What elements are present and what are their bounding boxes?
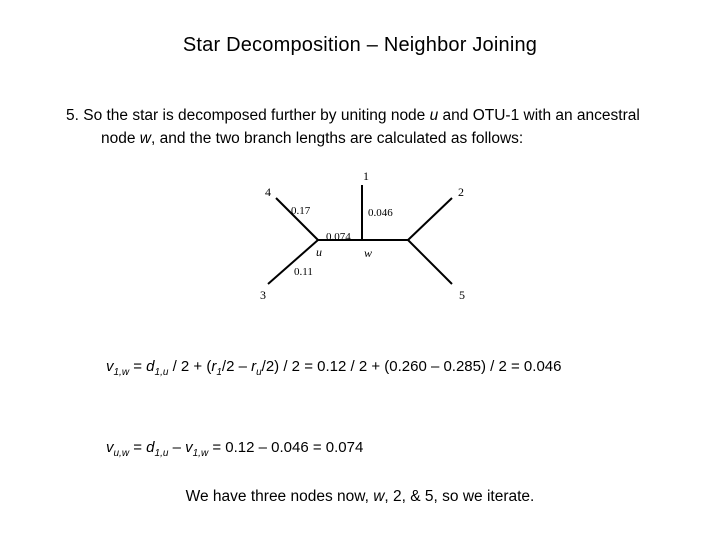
formula-sub: 1,u: [154, 448, 169, 459]
formula-var: v: [106, 358, 114, 375]
formula-var: r: [251, 358, 257, 375]
formula-var: r: [211, 358, 217, 375]
formula-text: –: [168, 439, 186, 456]
formula-sub: 1: [216, 367, 222, 378]
formula-text: / 2 + (: [168, 358, 212, 375]
formula-var: v: [106, 439, 114, 456]
branch-length-4: 0.17: [291, 205, 311, 217]
formula-sub: 1,w: [192, 448, 209, 459]
node-u-ref: u: [429, 107, 439, 124]
leaf-label-3: 3: [260, 288, 266, 302]
formula-text: =: [129, 358, 147, 375]
node-w-ref: w: [373, 488, 385, 505]
description-text: and OTU-1 with an ancestral: [438, 107, 640, 124]
branch-5: [408, 240, 452, 284]
description-text: node: [101, 130, 140, 147]
leaf-label-4: 4: [265, 185, 271, 199]
leaf-label-5: 5: [459, 288, 465, 302]
formula-sub: 1,w: [113, 367, 130, 378]
formula-var: d: [146, 358, 155, 375]
formula-sub: 1,u: [154, 367, 169, 378]
formula-sub: u: [256, 367, 262, 378]
node-w-ref: w: [139, 130, 151, 147]
footer-text: , 2, & 5, so we iterate.: [384, 488, 535, 505]
leaf-label-1: 1: [363, 169, 369, 183]
formula-sub: u,w: [113, 448, 130, 459]
formula-text: /2) / 2 = 0.12 / 2 + (0.260 – 0.285) / 2 = 0.046: [261, 358, 562, 375]
leaf-label-2: 2: [458, 185, 464, 199]
formula-text: =: [129, 439, 147, 456]
formula-var: v: [185, 439, 193, 456]
branch-2: [408, 198, 452, 240]
description-text: , and the two branch lengths are calculated as follows:: [151, 130, 524, 147]
formula-vuw: [106, 439, 363, 459]
node-label-w: w: [364, 246, 373, 260]
formula-text: /2 –: [221, 358, 252, 375]
slide-title: Star Decomposition – Neighbor Joining: [182, 34, 538, 56]
formula-v1w: [106, 358, 561, 378]
branch-length-3: 0.11: [294, 266, 313, 278]
description-text: 5. So the star is decomposed further by uniting node: [66, 107, 430, 124]
formula-text: = 0.12 – 0.046 = 0.074: [208, 439, 364, 456]
branch-length-1: 0.046: [368, 207, 393, 219]
node-label-u: u: [316, 245, 322, 259]
branch-length-u-w: 0.074: [326, 231, 351, 243]
formula-var: d: [146, 439, 155, 456]
conclusion-text: [0, 488, 720, 506]
footer-text: We have three nodes now,: [185, 488, 374, 505]
